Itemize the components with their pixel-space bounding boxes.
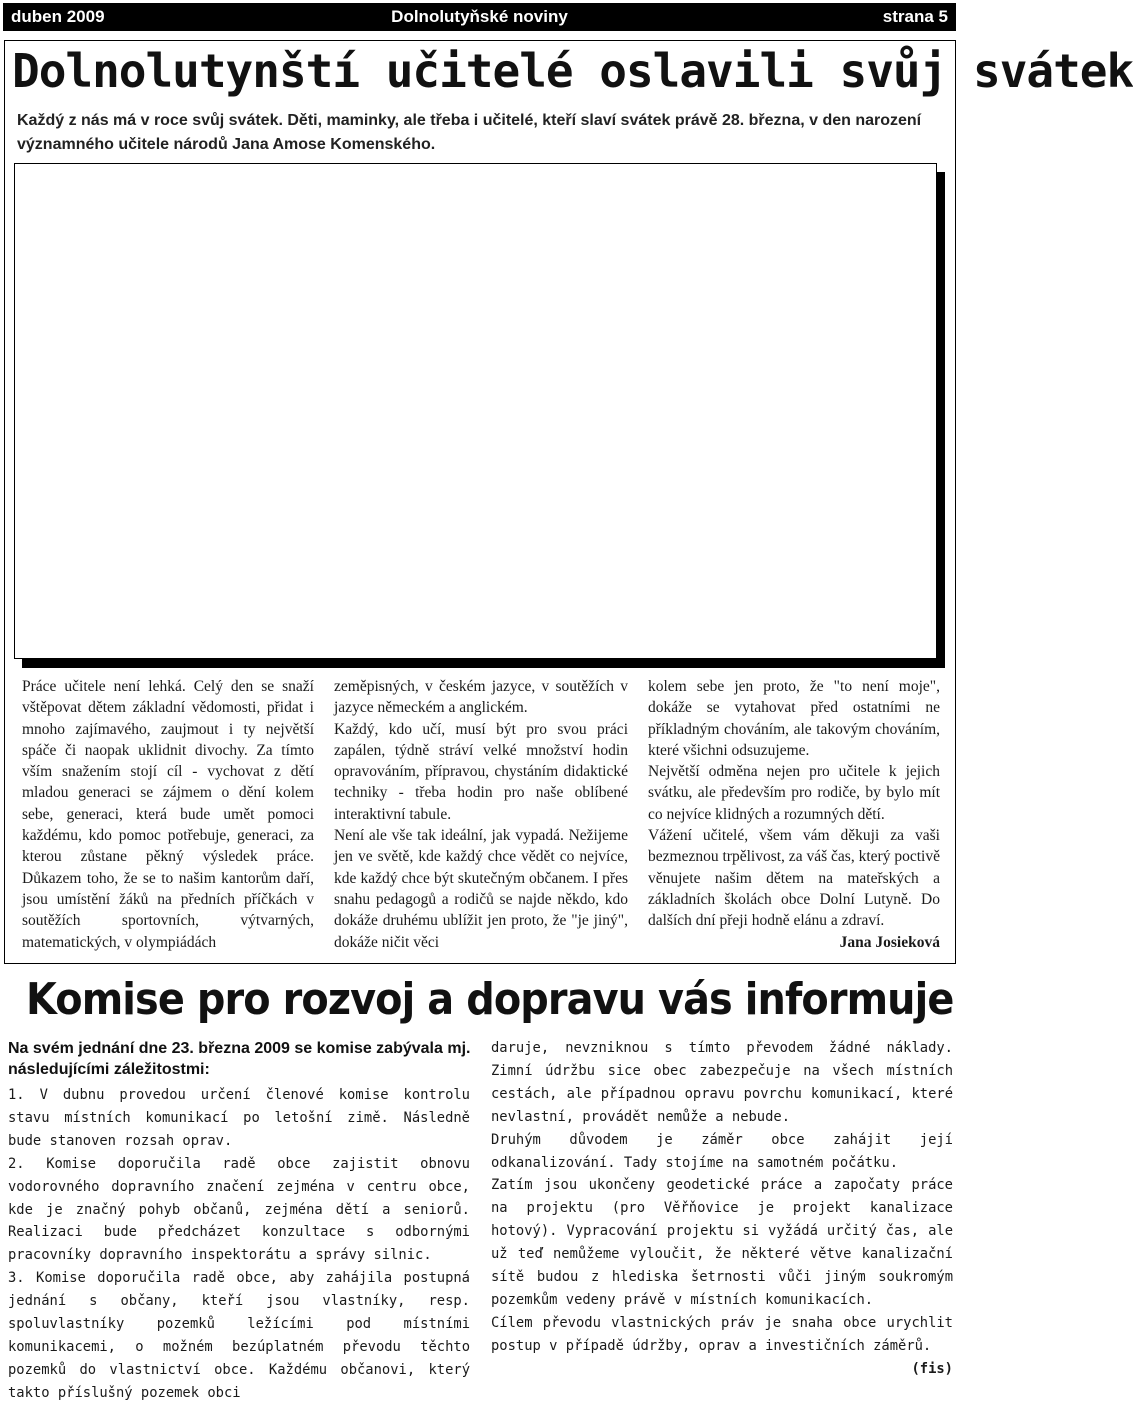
commission-article-column-2: [491, 1037, 953, 1381]
commission-article-lead: Na svém jednání dne 23. března 2009 se komise zabývala mj. následujícími záležitostmi:: [8, 1040, 471, 1078]
agenda-item: 1. V dubnu provedou určení členové komise kontrolu stavu místních komunikací po letošní zimě. Následně bude stanoven rozsah oprav.: [8, 1087, 470, 1149]
teachers-article-column-2: [334, 676, 628, 953]
paragraph: kolem sebe jen proto, že "to není moje", dokáže se vytahovat před ostatními ne příkladným chováním, ale takovým chováním, které všichni odsuzujeme.: [648, 678, 940, 759]
paragraph: zeměpisných, v českém jazyce, v soutěžích v jazyce německém a anglickém.: [334, 678, 628, 717]
author-signature: (fis): [911, 1360, 953, 1377]
page-header-bar: [3, 3, 956, 31]
agenda-item: 2. Komise doporučila radě obce zajistit obnovu vodorovného dopravního značení zejména v centru obce, kde je značný pohyb občanů, zejména dětí a seniorů. Realizaci bude předcházet konzultace s odbornými pracovníky dopravního inspektorátu a správy silnic.: [8, 1155, 470, 1264]
commission-article-column-1: [8, 1084, 470, 1405]
paragraph: Cílem převodu vlastnických práv je snaha obce urychlit postup v případě údržby, oprav a investičních záměrů.: [491, 1314, 953, 1354]
paragraph: Zatím jsou ukončeny geodetické práce a započaty práce na projektu (pro Věřňovice je projekt kanalizace hotový). Vypracování projektu si vyžádá určitý čas, ale už teď nemůžeme vyloučit, že některé větve kanalizační sítě budou z hlediska šetrnosti vůči jiným soukromým pozemkům vedeny právě v místních komunikacích.: [491, 1177, 953, 1308]
paragraph: Není ale vše tak ideální, jak vypadá. Nežijeme jen ve světě, kde každý chce vědět co nejvíce, kde každý chce být skutečným občanem. I přes snahu pedagogů a rodičů se najde někdo, kdo dokáže druhému ublížit jen proto, že "je jiný", dokáže ničit věci: [334, 827, 628, 951]
paragraph: Největší odměna nejen pro učitele k jejich svátku, ale především pro rodiče, by bylo mít co nejvíce klidných a rozumných dětí.: [648, 763, 940, 823]
teachers-article-column-1: [22, 676, 314, 953]
author-signature: Jana Josieková: [839, 933, 940, 951]
photo-placeholder: [14, 163, 937, 659]
paragraph: daruje, nevzniknou s tímto převodem žádné náklady. Zimní údržbu sice obec zabezpečuje na všech místních cestách, ale případnou opravu povrchu komunikací, které nevlastní, provádět nemůže a nebude.: [491, 1040, 953, 1125]
paragraph: Vážení učitelé, všem vám děkuji za vaši bezmeznou trpělivost, za váš čas, který poctivě věnujete našim dětem na mateřských a základních školách obce Dolní Lutyně. Do dalších dní přeji hodně elánu a zdraví.: [648, 827, 940, 930]
teachers-article-headline: Dolnolutynští učitelé oslavili svůj svátek: [12, 44, 1133, 98]
commission-article-headline: Komise pro rozvoj a dopravu vás informuje: [26, 974, 954, 1025]
paragraph: Druhým důvodem je záměr obce zahájit její odkanalizování. Tady stojíme na samotném počátku.: [491, 1131, 953, 1171]
paragraph: Každý, kdo učí, musí být pro svou práci zapálen, týdně stráví velké množství hodin opravováním, přípravou, chystáním didaktické techniky - třeba hodin pro naše oblíbené interaktivní tabule.: [334, 720, 628, 823]
issue-date: duben 2009: [11, 7, 105, 26]
newspaper-name: Dolnolutyňské noviny: [391, 7, 568, 26]
agenda-item: 3. Komise doporučila radě obce, aby zahájila postupná jednání s občany, kteří jsou vlastníky, resp. spoluvlastníky pozemků ležícími pod místními komunikacemi, o možném bezúplatném převodu těchto pozemků do vlastnictví obce. Každému občanovi, který takto příslušný pozemek obci: [8, 1270, 470, 1401]
paragraph: Práce učitele není lehká. Celý den se snaží vštěpovat dětem základní vědomosti, přidat i mnoho zajímavého, zaujmout i ty největší spáče či naopak uklidnit divochy. Za tímto vším snažením stojí cíl - vychovat z dětí mladou generaci se zájmem o dění kolem sebe, generaci, která bude umět pomoci každému, kdo pomoc potřebuje, generaci, za kterou zůstane pěkný výsledek práce. Důkazem toho, že se to našim kantorům daří, jsou umístění žáků na předních příčkách v soutěžích sportovních, výtvarných, matematických, v olympiádách: [22, 678, 314, 951]
teachers-article-column-3: [648, 676, 940, 953]
teachers-article-lead: Každý z nás má v roce svůj svátek. Děti, maminky, ale třeba i učitelé, kteří slaví svátek právě 28. března, v den narození významného učitele národů Jana Amose Komenského.: [17, 112, 922, 153]
page-number: strana 5: [882, 7, 948, 26]
